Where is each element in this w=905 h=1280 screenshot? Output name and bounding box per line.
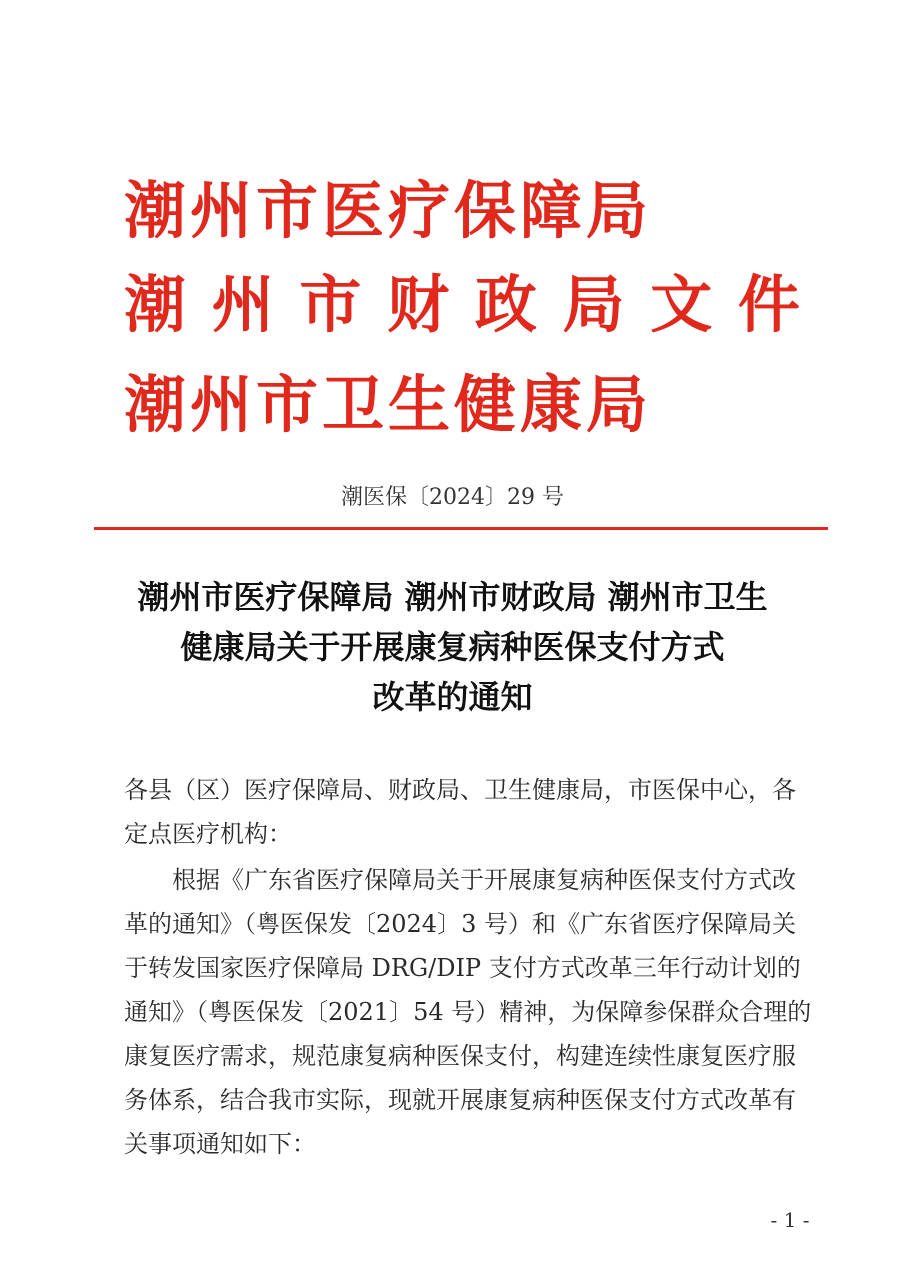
body-paragraph-line: 康复医疗需求，规范康复病种医保支付，构建连续性康复医疗服: [124, 1042, 796, 1070]
addressee-line-1: 各县（区）医疗保障局、财政局、卫生健康局，市医保中心，各: [124, 776, 796, 804]
body-paragraph-line: 关事项通知如下：: [124, 1130, 316, 1158]
letterhead-char: 医: [321, 174, 384, 247]
addressee-line-2: 定点医疗机构：: [124, 820, 292, 848]
letterhead-char: 潮: [124, 268, 187, 341]
letterhead-char: 市: [255, 368, 318, 441]
letterhead-char: 局: [585, 174, 648, 247]
letterhead-char: 文: [650, 268, 713, 341]
letterhead-char: 州: [189, 174, 252, 247]
document-number: 潮医保〔2024〕29 号: [341, 485, 564, 510]
body-paragraph-line: 根据《广东省医疗保障局关于开展康复病种医保支付方式改: [172, 866, 796, 894]
letterhead-char: 市: [255, 174, 318, 247]
letterhead-char: 州: [211, 268, 274, 341]
red-divider: [94, 527, 828, 530]
body-paragraph-line: 于转发国家医疗保障局 DRG/DIP 支付方式改革三年行动计划的: [124, 954, 801, 982]
letterhead-char: 卫: [321, 368, 384, 441]
title-line-1: 潮州市医疗保障局 潮州市财政局 潮州市卫生: [137, 578, 768, 616]
letterhead-char: 局: [585, 368, 648, 441]
letterhead-line-1: [124, 176, 648, 246]
letterhead-char: 潮: [124, 368, 187, 441]
page-number: - 1 -: [770, 1208, 810, 1232]
letterhead-char: 件: [737, 268, 800, 341]
body-paragraph-line: 通知》（粤医保发〔2021〕54 号）精神，为保障参保群众合理的: [124, 998, 812, 1026]
letterhead-line-3: [124, 370, 648, 440]
letterhead-char: 潮: [124, 174, 187, 247]
letterhead-char: 保: [453, 174, 516, 247]
letterhead-char: 州: [189, 368, 252, 441]
letterhead-char: 健: [453, 368, 516, 441]
letterhead-char: 局: [562, 268, 625, 341]
letterhead-line-2: [124, 270, 800, 340]
letterhead-char: 障: [519, 174, 582, 247]
letterhead-char: 财: [387, 268, 450, 341]
body-paragraph-line: 务体系，结合我市实际，现就开展康复病种医保支付方式改革有: [124, 1086, 796, 1114]
letterhead-char: 疗: [387, 174, 450, 247]
letterhead-char: 市: [299, 268, 362, 341]
letterhead-char: 康: [519, 368, 582, 441]
letterhead-char: 政: [474, 268, 537, 341]
title-line-2: 健康局关于开展康复病种医保支付方式: [180, 628, 725, 666]
title-line-3: 改革的通知: [372, 678, 533, 716]
letterhead-char: 生: [387, 368, 450, 441]
body-paragraph-line: 革的通知》（粤医保发〔2024〕3 号）和《广东省医疗保障局关: [124, 910, 796, 938]
